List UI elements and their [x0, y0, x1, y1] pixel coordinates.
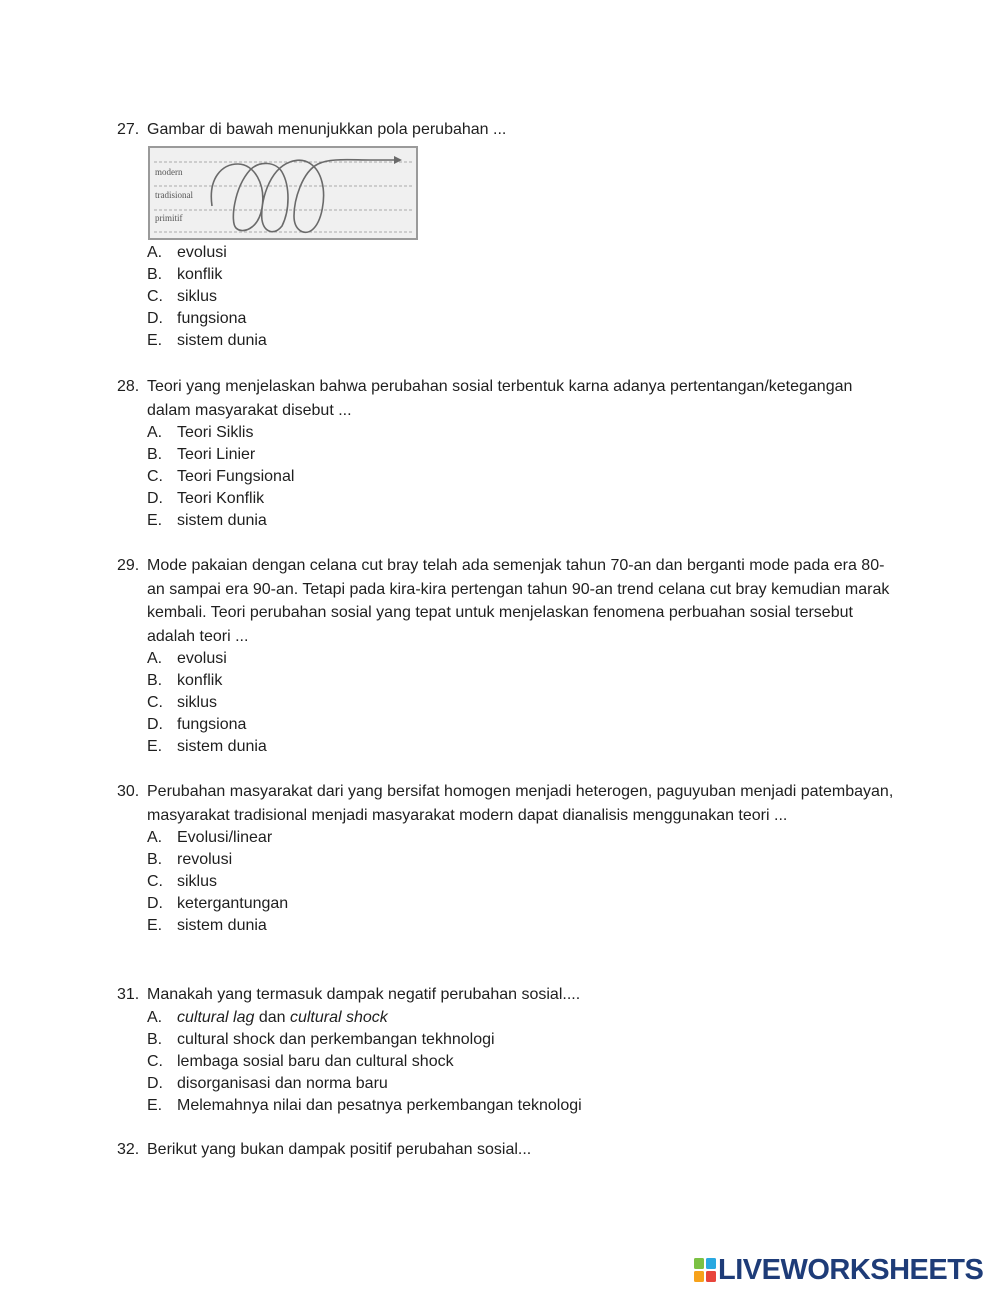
option-d[interactable]	[147, 714, 897, 736]
question-number: 30.	[117, 783, 140, 800]
option-text: sistem dunia	[177, 917, 267, 934]
question-number: 31.	[117, 986, 140, 1003]
option-text: disorganisasi dan norma baru	[177, 1074, 388, 1092]
option-letter: D.	[147, 309, 163, 327]
option-letter: D.	[147, 716, 163, 733]
question-30	[117, 780, 897, 937]
question-text: Mode pakaian dengan celana cut bray telah ada semenjak tahun 70-an dan berganti mode pada era 80-an sampai era 90-an. Tetapi pada kira-kira pertengan tahun 90-an trend celana cut bray kemudian marak kembali. Teori perubahan sosial yang tepat untuk menjelaskan fenomena perbuahan sosial tersebut adalah teori ...	[147, 557, 890, 645]
option-text: evolusi	[177, 650, 227, 667]
option-letter: A.	[147, 424, 163, 441]
option-text: sistem dunia	[177, 331, 267, 349]
option-letter: B.	[147, 1030, 163, 1048]
question-27	[117, 118, 897, 352]
option-letter: A.	[147, 1008, 163, 1026]
option-text: siklus	[177, 873, 218, 890]
option-e[interactable]	[147, 736, 897, 758]
question-text: Manakah yang termasuk dampak negatif perubahan sosial....	[147, 986, 581, 1003]
question-number: 27.	[117, 121, 140, 138]
option-letter: E.	[147, 512, 163, 529]
option-c[interactable]	[147, 286, 897, 308]
option-text: Teori Siklis	[177, 424, 254, 441]
option-letter: D.	[147, 490, 163, 507]
option-c[interactable]	[147, 871, 897, 893]
option-text: cultural shock dan perkembangan tekhnologi	[177, 1030, 495, 1048]
question-number: 29.	[117, 557, 140, 574]
option-text: revolusi	[177, 851, 233, 868]
option-letter: C.	[147, 694, 163, 711]
option-text: Melemahnya nilai dan pesatnya perkembangan teknologi	[177, 1096, 582, 1114]
option-e[interactable]	[147, 510, 897, 532]
question-number: 32.	[117, 1141, 140, 1158]
option-text: konflik	[177, 672, 223, 689]
question-text: Gambar di bawah menunjukkan pola perubahan ...	[147, 121, 507, 138]
option-b[interactable]	[147, 670, 897, 692]
liveworksheets-logo[interactable]	[694, 1255, 983, 1285]
option-text-connector: dan	[254, 1008, 290, 1026]
option-letter: B.	[147, 265, 163, 283]
option-letter: E.	[147, 738, 163, 755]
level-label-tradisional: tradisional	[155, 189, 193, 200]
option-text: sistem dunia	[177, 512, 267, 529]
option-b[interactable]	[147, 849, 897, 871]
option-letter: B.	[147, 672, 163, 689]
option-d[interactable]	[147, 1073, 897, 1095]
option-text: Teori Fungsional	[177, 468, 295, 485]
option-text: Evolusi/linear	[177, 829, 273, 846]
question-number: 28.	[117, 378, 140, 395]
spiral-diagram	[150, 148, 416, 238]
option-d[interactable]	[147, 308, 897, 330]
option-e[interactable]	[147, 1095, 897, 1117]
option-c[interactable]	[147, 466, 897, 488]
option-c[interactable]	[147, 692, 897, 714]
option-a[interactable]	[147, 648, 897, 670]
option-text: siklus	[177, 694, 218, 711]
option-letter: A.	[147, 650, 163, 667]
level-label-modern: modern	[155, 166, 183, 177]
option-letter: E.	[147, 331, 163, 349]
option-letter: B.	[147, 851, 163, 868]
option-text: Teori Konflik	[177, 490, 265, 507]
option-text-italic-1: cultural lag	[177, 1008, 255, 1026]
option-text: ketergantungan	[177, 895, 289, 912]
question-32	[117, 1138, 897, 1162]
option-letter: C.	[147, 468, 163, 485]
level-label-primitif: primitif	[155, 212, 183, 223]
option-d[interactable]	[147, 893, 897, 915]
question-31	[117, 983, 897, 1117]
option-a[interactable]	[147, 242, 897, 264]
option-letter: C.	[147, 1052, 163, 1070]
option-letter: C.	[147, 873, 163, 890]
question-text: Teori yang menjelaskan bahwa perubahan sosial terbentuk karna adanya pertentangan/ketegangan dalam masyarakat disebut ...	[147, 378, 853, 419]
option-a[interactable]	[147, 1007, 897, 1029]
option-letter: C.	[147, 287, 163, 305]
question-text: Perubahan masyarakat dari yang bersifat homogen menjadi heterogen, paguyuban menjadi patembayan, masyarakat tradisional menjadi masyarakat modern dapat dianalisis menggunakan teori ...	[147, 783, 894, 824]
option-letter: A.	[147, 829, 163, 846]
option-a[interactable]	[147, 422, 897, 444]
arrow-head-icon	[394, 156, 402, 164]
option-letter: E.	[147, 917, 163, 934]
spiral-line	[211, 159, 394, 232]
option-text: evolusi	[177, 243, 227, 261]
option-letter: E.	[147, 1096, 163, 1114]
cycle-pattern-figure	[148, 146, 418, 240]
option-e[interactable]	[147, 330, 897, 352]
option-letter: A.	[147, 243, 163, 261]
brand-text: LIVEWORKSHEETS	[718, 1254, 984, 1286]
option-text: Teori Linier	[177, 446, 256, 463]
option-d[interactable]	[147, 488, 897, 510]
option-text: konflik	[177, 265, 223, 283]
question-text: Berikut yang bukan dampak positif perubahan sosial...	[147, 1141, 532, 1158]
option-letter: D.	[147, 1074, 163, 1092]
option-b[interactable]	[147, 1029, 897, 1051]
question-28	[117, 375, 897, 532]
option-text: fungsiona	[177, 716, 247, 733]
option-a[interactable]	[147, 827, 897, 849]
option-text: fungsiona	[177, 309, 247, 327]
option-letter: B.	[147, 446, 163, 463]
option-text: sistem dunia	[177, 738, 267, 755]
question-29	[117, 554, 897, 758]
option-text	[177, 1007, 388, 1029]
option-text: lembaga sosial baru dan cultural shock	[177, 1052, 454, 1070]
option-text: siklus	[177, 287, 218, 305]
option-b[interactable]	[147, 444, 897, 466]
option-b[interactable]	[147, 264, 897, 286]
option-c[interactable]	[147, 1051, 897, 1073]
liveworksheets-icon	[694, 1258, 716, 1282]
option-text-italic-2: cultural shock	[289, 1008, 388, 1026]
option-letter: D.	[147, 895, 163, 912]
option-e[interactable]	[147, 915, 897, 937]
